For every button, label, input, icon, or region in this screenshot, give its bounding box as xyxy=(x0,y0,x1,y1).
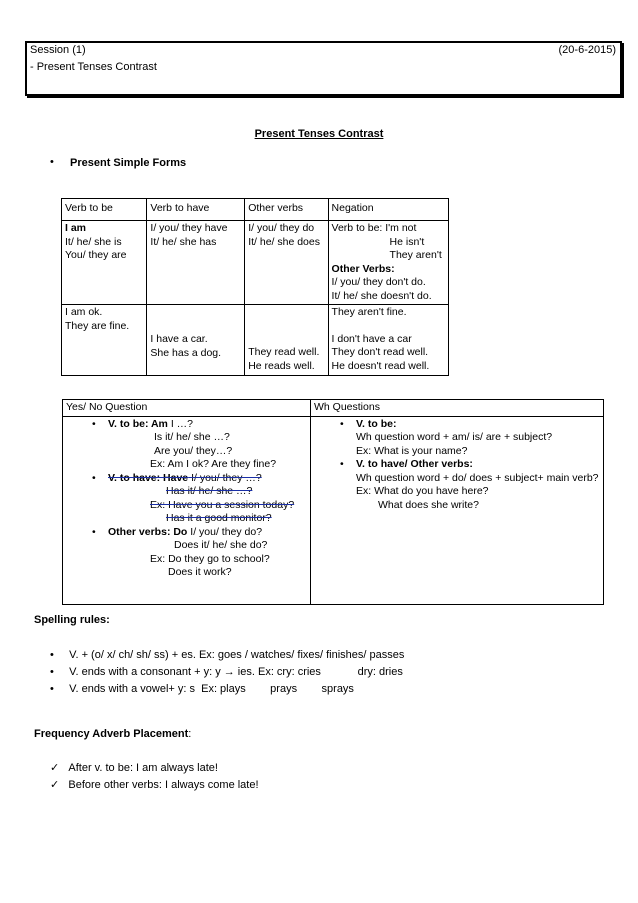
bullet-icon: • xyxy=(50,156,54,168)
cell-have-forms: I/ you/ they have It/ he/ she has xyxy=(147,221,245,305)
cell-yes-no-questions: • V. to be: Am I …? Is it/ he/ she …? Are you/ they…? Ex: Am I ok? Are they fine? • V. to have: Have I/ you/ they …? Has it/ he/ she …? Ex: Have you a session today? Has it a good monitor? • Other verbs: Do I/ you/ they do? Does it/ he/ she do? Ex: Do they go to school? Does it work? xyxy=(63,416,311,604)
bullet-icon: • xyxy=(340,458,344,470)
bullet-icon: • xyxy=(92,525,96,538)
session-date: (20-6-2015) xyxy=(558,44,616,56)
bullet-icon: • xyxy=(50,666,54,678)
list-item: • V. to be: Am I …? xyxy=(92,417,194,430)
frequency-heading: Frequency Adverb Placement: xyxy=(34,728,192,740)
checkmark-icon: ✓ xyxy=(50,762,60,774)
questions-table xyxy=(62,399,604,605)
cell-be-forms: I am It/ he/ she is You/ they are xyxy=(62,221,147,305)
cell-negation-examples: They aren't fine. I don't have a car They don't read well. He doesn't read well. xyxy=(328,305,448,376)
header-wh: Wh Questions xyxy=(311,400,604,417)
cell-other-forms: I/ you/ they do It/ he/ she does xyxy=(245,221,328,305)
table-header-row xyxy=(62,199,449,221)
header-verb-to-be: Verb to be xyxy=(62,199,147,221)
header-yes-no: Yes/ No Question xyxy=(63,400,311,417)
document-title: Present Tenses Contrast xyxy=(254,128,384,140)
list-item: • V. ends with a consonant + y: y → ies. Ex: cry: cries dry: dries xyxy=(50,666,403,678)
forms-heading: Present Simple Forms xyxy=(70,157,187,169)
list-item: • V. to be: xyxy=(340,417,397,430)
present-simple-forms-table xyxy=(61,198,449,376)
header-verb-to-have: Verb to have xyxy=(147,199,245,221)
table-row xyxy=(62,305,449,376)
table-row xyxy=(63,416,604,604)
list-item: • V. + (o/ x/ ch/ sh/ ss) + es. Ex: goes / watches/ fixes/ finishes/ passes xyxy=(50,649,405,661)
session-subtitle: - Present Tenses Contrast xyxy=(30,61,157,73)
bullet-icon: • xyxy=(92,417,96,430)
cell-be-examples: I am ok. They are fine. xyxy=(62,305,147,376)
list-item: • V. to have/ Other verbs: xyxy=(340,458,473,470)
table-header-row xyxy=(63,400,604,417)
cell-other-examples: They read well. He reads well. xyxy=(245,305,328,376)
checkmark-icon: ✓ xyxy=(50,779,60,791)
cell-have-examples: I have a car. She has a dog. xyxy=(147,305,245,376)
table-row xyxy=(62,221,449,305)
header-negation: Negation xyxy=(328,199,448,221)
list-item: • V. ends with a vowel+ y: s Ex: plays prays sprays xyxy=(50,683,354,695)
list-item: ✓ After v. to be: I am always late! xyxy=(50,762,218,774)
list-item: • Other verbs: Do I/ you/ they do? xyxy=(92,525,263,538)
session-label: Session (1) xyxy=(30,44,86,56)
bullet-icon: • xyxy=(50,683,54,695)
cell-negation-forms: Verb to be: I'm not He isn't They aren't Other Verbs: I/ you/ they don't do. It/ he/ she doesn't do. xyxy=(328,221,448,305)
list-item: ✓ Before other verbs: I always come late! xyxy=(50,779,259,791)
spelling-heading: Spelling rules: xyxy=(34,614,110,626)
list-item: • V. to have: Have I/ you/ they …? xyxy=(92,471,262,484)
bullet-icon: • xyxy=(50,649,54,661)
header-other-verbs: Other verbs xyxy=(245,199,328,221)
cell-wh-questions: • V. to be: Wh question word + am/ is/ are + subject? Ex: What is your name? • V. to have/ Other verbs: Wh question word + do/ does + subject+ main verb? Ex: What do you have here? What does she write? xyxy=(311,416,604,604)
bullet-icon: • xyxy=(340,417,344,430)
bullet-icon: • xyxy=(92,471,96,484)
